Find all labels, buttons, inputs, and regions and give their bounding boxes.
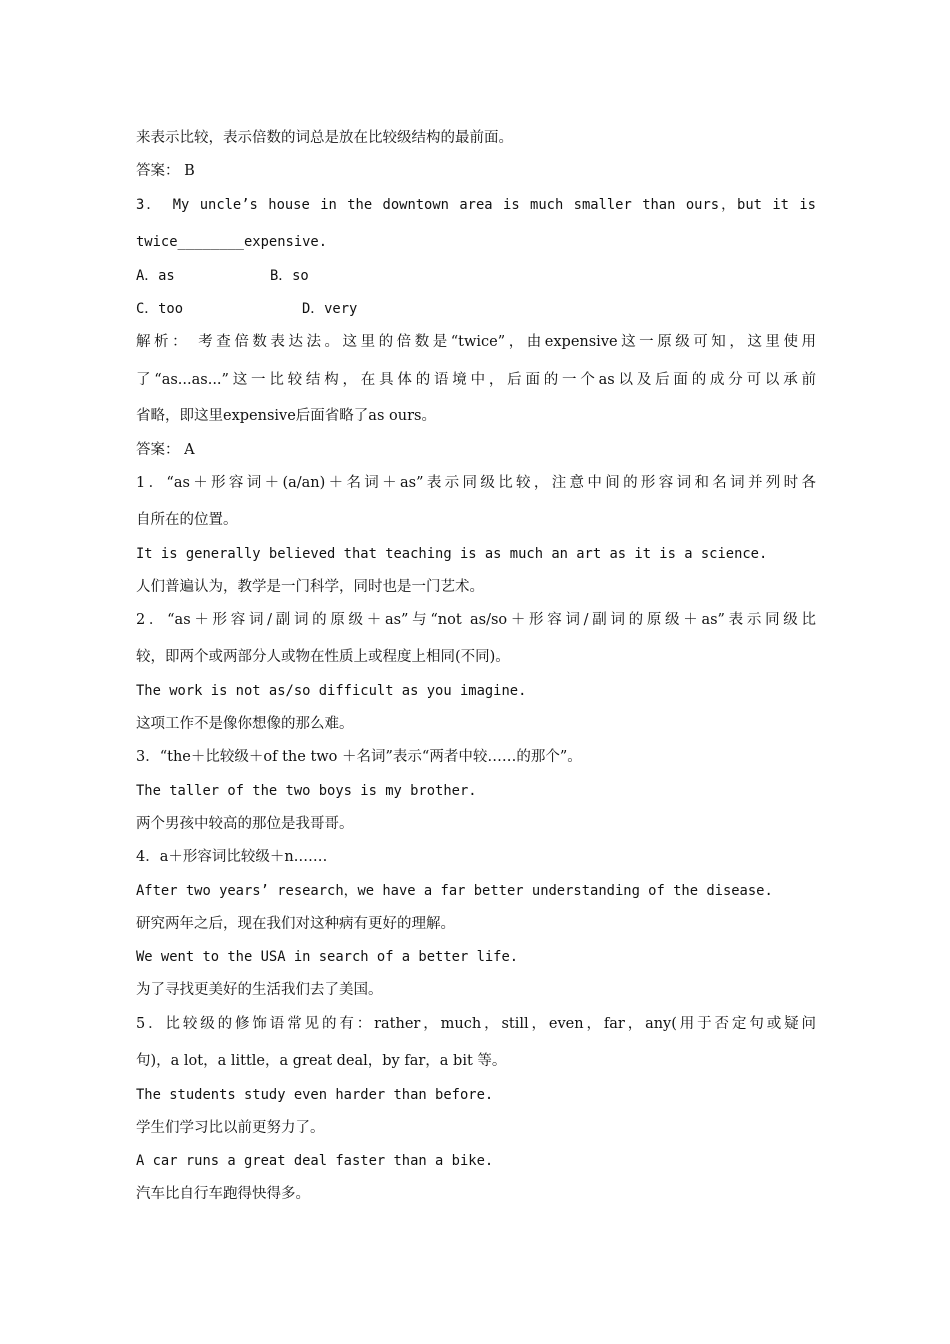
rule-5-cont: 句)，a lot，a little，a great deal，by far，a bit 等。 [136,1053,507,1069]
example-1-zh: 人们普遍认为，教学是一门科学，同时也是一门艺术。 [136,579,484,595]
options-row-2 [136,299,816,319]
rule-5: 5．比较级的修饰语常见的有：rather，much，still，even，far，any(用于否定句或疑问 [136,1016,816,1032]
analysis-line-3: 省略，即这里expensive后面省略了as ours。 [136,408,436,424]
example-4b-en: We went to the USA in search of a better life. [136,949,519,965]
rule-2: 2．“as＋形容词/副词的原级＋as”与“not as/so＋形容词/副词的原级＋as”表示同级比 [136,612,816,628]
option-b: B．so [270,268,309,284]
answer-3: 答案： A [136,442,195,458]
example-5b-en: A car runs a great deal faster than a bike. [136,1153,494,1169]
example-1-en: It is generally believed that teaching is as much an art as it is a science. [136,546,768,562]
example-5a-zh: 学生们学习比以前更努力了。 [136,1120,325,1136]
explanation-continued: 来表示比较，表示倍数的词总是放在比较级结构的最前面。 [136,130,513,146]
option-c: C．too [136,301,184,317]
example-4b-zh: 为了寻找更美好的生活我们去了美国。 [136,982,383,998]
example-2-zh: 这项工作不是像你想像的那么难。 [136,716,354,732]
answer-2: 答案： B [136,163,195,179]
analysis-line-1: 解析： 考查倍数表达法。这里的倍数是“twice”，由expensive这一原级可知，这里使用 [136,334,816,350]
rule-1-cont: 自所在的位置。 [136,512,238,528]
option-a: A．as [136,268,175,284]
option-d: D．very [302,301,358,317]
rule-3: 3．“the＋比较级＋of the two ＋名词”表示“两者中较……的那个”。 [136,749,582,765]
question-3-stem: 3． My uncle’s house in the downtown area is much smaller than ours，but it is [136,197,816,213]
rule-4: 4．a＋形容词比较级＋n.…… [136,849,328,865]
options-row-1 [136,266,816,286]
rule-2-cont: 较，即两个或两部分人或物在性质上或程度上相同(不同)。 [136,649,510,665]
example-5a-en: The students study even harder than before. [136,1087,494,1103]
rule-1: 1．“as＋形容词＋(a/an)＋名词＋as”表示同级比较，注意中间的形容词和名词并列时各 [136,475,816,491]
example-5b-zh: 汽车比自行车跑得快得多。 [136,1186,310,1202]
example-2-en: The work is not as/so difficult as you imagine. [136,683,527,699]
example-3-en: The taller of the two boys is my brother. [136,783,477,799]
example-4a-zh: 研究两年之后，现在我们对这种病有更好的理解。 [136,916,455,932]
example-3-zh: 两个男孩中较高的那位是我哥哥。 [136,816,354,832]
analysis-line-2: 了“as...as...”这一比较结构，在具体的语境中，后面的一个as以及后面的成分可以承前 [136,372,816,388]
question-3-stem-cont: twice________expensive. [136,234,328,250]
example-4a-en: After two years’ research，we have a far better understanding of the disease. [136,883,773,899]
